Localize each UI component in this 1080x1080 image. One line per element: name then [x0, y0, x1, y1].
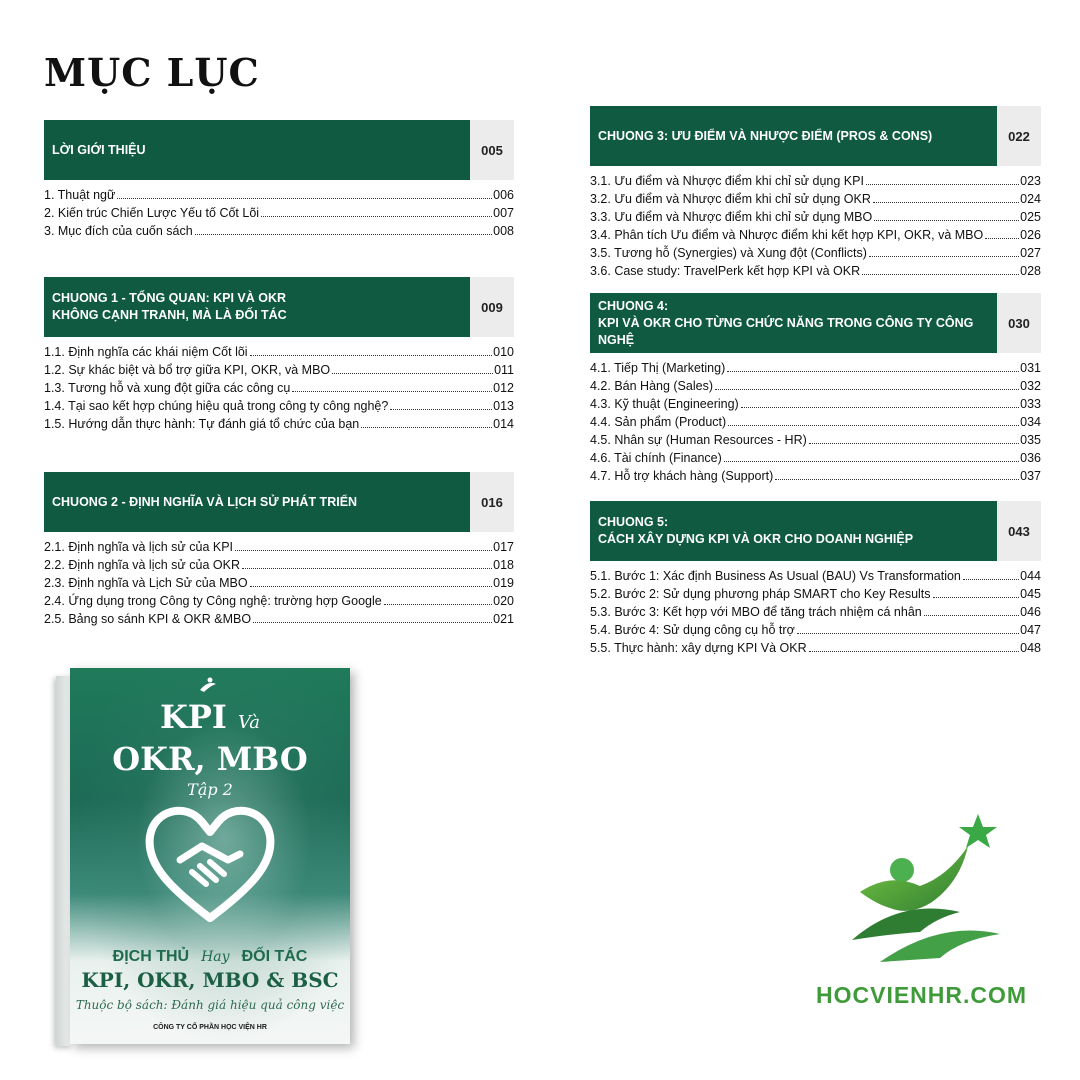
section-chapter-4 [590, 293, 1041, 487]
toc-entry[interactable] [44, 363, 514, 381]
dot-leader [292, 391, 492, 392]
toc-entry-label: 2.1. Định nghĩa và lịch sử của KPI [44, 540, 234, 554]
dot-leader [361, 427, 492, 428]
dot-leader [873, 202, 1019, 203]
toc-entry[interactable] [44, 417, 514, 435]
dot-leader [195, 234, 492, 235]
toc-entry[interactable] [590, 361, 1041, 379]
toc-entry-page: 047 [1020, 623, 1041, 637]
toc-entry-label: 1. Thuật ngữ [44, 188, 116, 202]
dot-leader [242, 568, 492, 569]
toc-entry[interactable] [44, 206, 514, 224]
toc-entry[interactable] [44, 381, 514, 399]
cover-title-line2: OKR, MBO [112, 740, 308, 778]
toc-entry-label: 4.5. Nhân sự (Human Resources - HR) [590, 433, 807, 447]
toc-list [590, 174, 1041, 282]
toc-entry-page: 020 [493, 594, 514, 608]
section-heading[interactable] [590, 106, 997, 166]
section-page-number: 005 [470, 120, 514, 180]
cover-tagline: ĐỊCH THỦ Hay ĐỐI TÁC [112, 948, 308, 965]
toc-entry-label: 3.3. Ưu điểm và Nhược điểm khi chỉ sử dụng MBO [590, 210, 873, 224]
section-page-number: 022 [997, 106, 1041, 166]
cover-logo-icon [194, 676, 224, 694]
section-heading-line: CHUONG 3: ƯU ĐIỂM VÀ NHƯỢC ĐIỂM (PROS & CONS) [598, 128, 933, 143]
toc-entry[interactable] [590, 397, 1041, 415]
toc-list [44, 188, 514, 242]
toc-entry[interactable] [590, 210, 1041, 228]
toc-entry-label: 4.3. Kỹ thuật (Engineering) [590, 397, 739, 411]
toc-entry[interactable] [590, 641, 1041, 659]
toc-entry-label: 3.6. Case study: TravelPerk kết hợp KPI và OKR [590, 264, 861, 278]
toc-entry-label: 1.5. Hướng dẫn thực hành: Tự đánh giá tổ chức của bạn [44, 417, 360, 431]
dot-leader [728, 425, 1019, 426]
toc-entry-label: 5.1. Bước 1: Xác định Business As Usual (BAU) Vs Transformation [590, 569, 961, 583]
toc-entry-label: 1.2. Sự khác biệt và bổ trợ giữa KPI, OKR, và MBO [44, 363, 331, 377]
toc-entry-page: 035 [1020, 433, 1041, 447]
toc-entry-page: 017 [493, 540, 514, 554]
section-chapter-5 [590, 501, 1041, 659]
toc-list [590, 569, 1041, 659]
dot-leader [741, 407, 1019, 408]
section-heading-line: KHÔNG CẠNH TRANH, MÀ LÀ ĐỐI TÁC [52, 308, 287, 322]
dot-leader [117, 198, 492, 199]
section-heading-line: CHUONG 4: [598, 298, 669, 313]
section-heading-line: CÁCH XÂY DỰNG KPI VÀ OKR CHO DOANH NGHIỆP [598, 532, 914, 546]
toc-entry[interactable] [590, 605, 1041, 623]
toc-entry-page: 044 [1020, 569, 1041, 583]
section-heading[interactable] [590, 293, 997, 353]
toc-entry[interactable] [590, 228, 1041, 246]
toc-entry-label: 5.4. Bước 4: Sử dụng công cụ hỗ trợ [590, 623, 795, 637]
toc-entry-label: 3.1. Ưu điểm và Nhược điểm khi chỉ sử dụng KPI [590, 174, 864, 188]
dot-leader [924, 615, 1019, 616]
hocvienhr-logo-icon [840, 812, 1020, 972]
book-cover [70, 668, 350, 1044]
toc-entry[interactable] [44, 594, 514, 612]
toc-entry[interactable] [590, 623, 1041, 641]
dot-leader [253, 622, 492, 623]
toc-entry-page: 048 [1020, 641, 1041, 655]
toc-entry-label: 5.3. Bước 3: Kết hợp với MBO để tăng trách nhiệm cá nhân [590, 605, 922, 619]
dot-leader [985, 238, 1019, 239]
dot-leader [874, 220, 1019, 221]
toc-entry[interactable] [590, 415, 1041, 433]
toc-entry-page: 011 [494, 363, 514, 377]
dot-leader [775, 479, 1019, 480]
toc-entry-page: 012 [493, 381, 514, 395]
toc-entry-page: 027 [1020, 246, 1041, 260]
toc-entry[interactable] [44, 576, 514, 594]
toc-entry-label: 5.2. Bước 2: Sử dụng phương pháp SMART cho Key Results [590, 587, 931, 601]
page-title: MỤC LỤC [44, 50, 260, 95]
section-page-number: 016 [470, 472, 514, 532]
section-heading-line: KPI VÀ OKR CHO TỪNG CHỨC NĂNG TRONG CÔNG TY CÔNG NGHỆ [598, 315, 974, 347]
cover-publisher: CÔNG TY CỔ PHẦN HỌC VIỆN HR [153, 1024, 267, 1031]
toc-entry-page: 031 [1020, 361, 1041, 375]
dot-leader [332, 373, 493, 374]
dot-leader [869, 256, 1019, 257]
section-heading[interactable] [44, 472, 470, 532]
section-heading-line: CHUONG 1 - TỔNG QUAN: KPI VÀ OKR [52, 291, 287, 305]
toc-entry-label: 1.4. Tại sao kết hợp chúng hiệu quả trong công ty công nghệ? [44, 399, 389, 413]
toc-entry-label: 4.4. Sản phẩm (Product) [590, 415, 727, 429]
toc-entry-page: 007 [493, 206, 514, 220]
dot-leader [727, 371, 1019, 372]
toc-entry-page: 014 [493, 417, 514, 431]
toc-list [44, 345, 514, 435]
toc-entry[interactable] [44, 612, 514, 630]
toc-entry-page: 010 [493, 345, 514, 359]
toc-entry[interactable] [44, 399, 514, 417]
cover-subtitle: KPI, OKR, MBO & BSC [81, 968, 339, 992]
toc-entry-page: 024 [1020, 192, 1041, 206]
section-heading-line: CHUONG 5: [598, 515, 669, 529]
cover-title-line1: KPI Và [159, 698, 261, 736]
dot-leader [384, 604, 492, 605]
toc-entry-page: 046 [1020, 605, 1041, 619]
dot-leader [862, 274, 1019, 275]
toc-entry[interactable] [590, 587, 1041, 605]
toc-entry[interactable] [590, 246, 1041, 264]
toc-entry-page: 028 [1020, 264, 1041, 278]
cover-volume: Tập 2 [187, 780, 233, 799]
handshake-heart-icon [140, 798, 280, 928]
dot-leader [390, 409, 492, 410]
toc-entry[interactable] [590, 451, 1041, 469]
toc-entry[interactable] [590, 264, 1041, 282]
toc-entry[interactable] [44, 224, 514, 242]
section-header [590, 501, 1041, 561]
toc-entry-page: 036 [1020, 451, 1041, 465]
dot-leader [963, 579, 1019, 580]
dot-leader [809, 443, 1019, 444]
dot-leader [261, 216, 492, 217]
toc-entry-label: 2. Kiến trúc Chiến Lược Yếu tố Cốt Lõi [44, 206, 260, 220]
toc-entry[interactable] [590, 469, 1041, 487]
dot-leader [797, 633, 1019, 634]
section-header [44, 120, 514, 180]
section-header [590, 293, 1041, 353]
toc-entry-label: 3.2. Ưu điểm và Nhược điểm khi chỉ sử dụng OKR [590, 192, 871, 206]
toc-entry[interactable] [590, 433, 1041, 451]
toc-entry-label: 1.1. Định nghĩa các khái niệm Cốt lõi [44, 345, 248, 359]
toc-entry-page: 013 [493, 399, 514, 413]
toc-entry-label: 2.3. Định nghĩa và Lịch Sử của MBO [44, 576, 248, 590]
toc-entry[interactable] [44, 558, 514, 576]
toc-entry[interactable] [590, 569, 1041, 587]
toc-entry-label: 3. Mục đích của cuốn sách [44, 224, 193, 238]
section-page-number: 030 [997, 293, 1041, 353]
toc-entry[interactable] [590, 192, 1041, 210]
toc-entry-page: 033 [1020, 397, 1041, 411]
toc-entry[interactable] [44, 188, 514, 206]
section-chapter-3 [590, 106, 1041, 282]
section-chapter-2 [44, 472, 514, 630]
toc-entry-page: 019 [493, 576, 514, 590]
toc-entry-label: 3.5. Tương hỗ (Synergies) và Xung đột (Conflicts) [590, 246, 867, 260]
section-heading-line: CHUONG 2 - ĐỊNH NGHĨA VÀ LỊCH SỬ PHÁT TRIỂN [52, 494, 358, 509]
section-chapter-1 [44, 277, 514, 435]
dot-leader [250, 355, 493, 356]
toc-entry-label: 2.5. Bảng so sánh KPI & OKR &MBO [44, 612, 252, 626]
dot-leader [250, 586, 493, 587]
toc-entry-page: 023 [1020, 174, 1041, 188]
toc-entry[interactable] [44, 540, 514, 558]
section-intro [44, 120, 514, 242]
toc-entry-page: 026 [1020, 228, 1041, 242]
toc-entry-page: 045 [1020, 587, 1041, 601]
section-header [44, 277, 514, 337]
toc-entry-label: 5.5. Thực hành: xây dựng KPI Và OKR [590, 641, 807, 655]
toc-entry-page: 037 [1020, 469, 1041, 483]
book-cover-image [52, 668, 352, 1048]
dot-leader [235, 550, 492, 551]
toc-entry[interactable] [44, 345, 514, 363]
toc-entry-label: 2.4. Ứng dụng trong Công ty Công nghệ: trường hợp Google [44, 594, 382, 608]
toc-entry-page: 034 [1020, 415, 1041, 429]
dot-leader [933, 597, 1020, 598]
dot-leader [866, 184, 1019, 185]
toc-entry-page: 025 [1020, 210, 1041, 224]
toc-list [590, 361, 1041, 487]
section-heading[interactable] [44, 120, 470, 180]
section-heading[interactable] [44, 277, 470, 337]
toc-entry-label: 2.2. Định nghĩa và lịch sử của OKR [44, 558, 240, 572]
section-heading[interactable] [590, 501, 997, 561]
toc-entry-label: 1.3. Tương hỗ và xung đột giữa các công cụ [44, 381, 291, 395]
toc-entry-label: 3.4. Phân tích Ưu điểm và Nhược điểm khi kết hợp KPI, OKR, và MBO [590, 228, 984, 242]
toc-entry-page: 008 [493, 224, 514, 238]
dot-leader [724, 461, 1019, 462]
toc-entry-page: 032 [1020, 379, 1041, 393]
toc-entry-page: 006 [493, 188, 514, 202]
section-header [590, 106, 1041, 166]
toc-entry-label: 4.1. Tiếp Thị (Marketing) [590, 361, 726, 375]
dot-leader [809, 651, 1020, 652]
section-page-number: 009 [470, 277, 514, 337]
toc-list [44, 540, 514, 630]
section-header [44, 472, 514, 532]
cover-series: Thuộc bộ sách: Đánh giá hiệu quả công việc [75, 998, 345, 1012]
section-heading-line: LỜI GIỚI THIỆU [52, 142, 146, 157]
section-page-number: 043 [997, 501, 1041, 561]
dot-leader [715, 389, 1019, 390]
toc-entry[interactable] [590, 379, 1041, 397]
toc-entry-page: 021 [493, 612, 514, 626]
toc-entry-label: 4.6. Tài chính (Finance) [590, 451, 722, 465]
toc-entry-page: 018 [493, 558, 514, 572]
toc-entry[interactable] [590, 174, 1041, 192]
logo-text: HOCVIENHR.COM [816, 982, 1028, 1008]
toc-entry-label: 4.7. Hỗ trợ khách hàng (Support) [590, 469, 774, 483]
toc-entry-label: 4.2. Bán Hàng (Sales) [590, 379, 713, 393]
